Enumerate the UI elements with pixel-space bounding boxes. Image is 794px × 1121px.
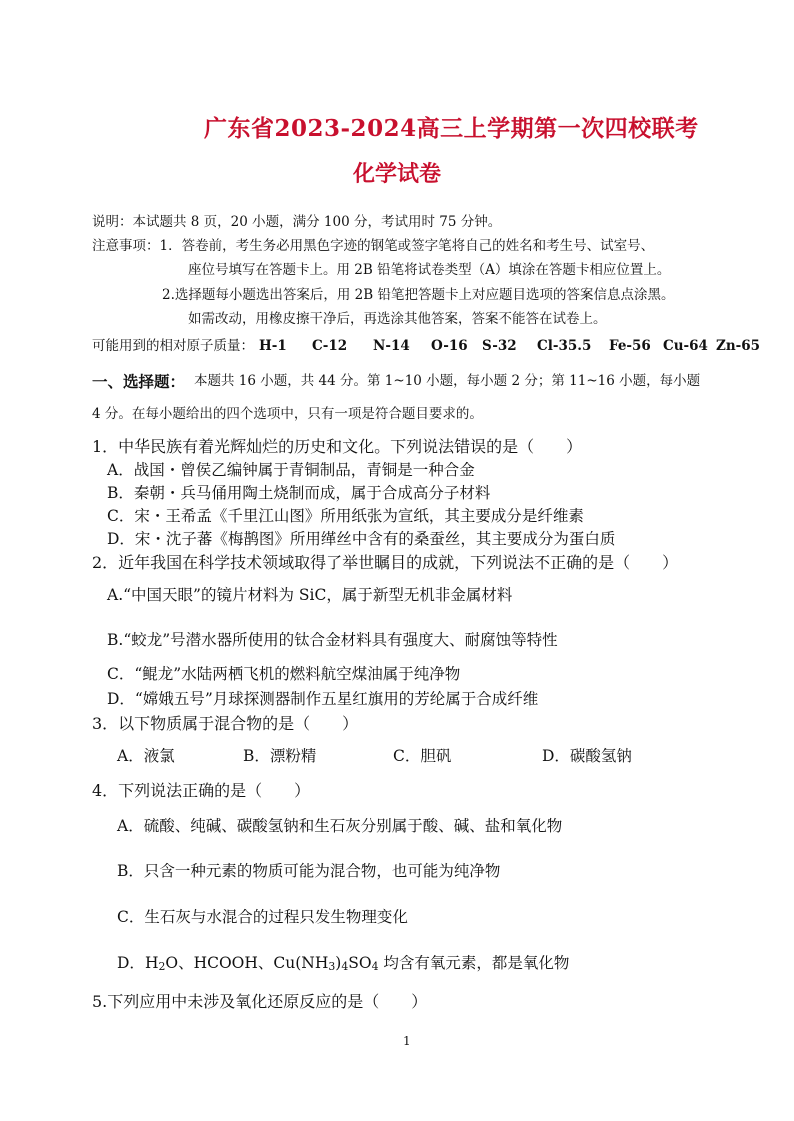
formula-subscript: 3 [328, 960, 336, 973]
question-3-option-c: C．胆矾 [393, 747, 452, 765]
option-prefix: D． [117, 954, 145, 972]
atomic-mass-item: H-1 [259, 338, 287, 354]
formula-subscript: 2 [158, 960, 166, 973]
instructions-line-4: 2.选择题每小题选出答案后，用 2B 铅笔把答题卡上对应题目选项的答案信息点涂黑。 [162, 287, 675, 303]
instructions-line-3: 座位号填写在答题卡上。用 2B 铅笔将试卷类型（A）填涂在答题卡相应位置上。 [188, 262, 671, 278]
question-2-stem: 2．近年我国在科学技术领域取得了举世瞩目的成就，下列说法不正确的是（ ） [92, 553, 679, 572]
question-2-option-a: A.“中国天眼”的镜片材料为 SiC，属于新型无机非金属材料 [107, 586, 513, 604]
question-3-option-a: A．液氯 [117, 747, 175, 765]
question-1-option-d: D．宋・沈子蕃《梅鹊图》所用缂丝中含有的桑蚕丝，其主要成分为蛋白质 [107, 530, 616, 548]
page-title: 广东省2023-2024高三上学期第一次四校联考 [204, 115, 699, 142]
question-1-option-a: A．战国・曾侯乙编钟属于青铜制品，青铜是一种合金 [107, 461, 475, 479]
formula-subscript: 4 [371, 960, 379, 973]
instructions-line-2: 注意事项：1．答卷前，考生务必用黑色字迹的钢笔或签字笔将自己的姓名和考生号、试室号、 [92, 238, 655, 254]
question-2-option-c: C．“鲲龙”水陆两栖飞机的燃料航空煤油属于纯净物 [107, 665, 461, 683]
question-4-option-d [117, 956, 569, 973]
question-4-option-a: A．硫酸、纯碱、碳酸氢钠和生石灰分别属于酸、碱、盐和氧化物 [117, 817, 563, 835]
formula-text: O、HCOOH、Cu(NH [165, 954, 329, 972]
option-suffix: 均含有氧元素，都是氧化物 [378, 954, 570, 972]
question-4-option-c: C．生石灰与水混合的过程只发生物理变化 [117, 908, 408, 926]
atomic-mass-item: Cl-35.5 [537, 338, 592, 354]
question-1-option-c: C．宋・王希孟《千里江山图》所用纸张为宣纸，其主要成分是纤维素 [107, 507, 584, 525]
question-4-option-b: B．只含一种元素的物质可能为混合物，也可能为纯净物 [117, 862, 501, 880]
formula-text: ) [335, 954, 342, 972]
question-3-stem: 3．以下物质属于混合物的是（ ） [92, 714, 359, 733]
formula-text: SO [348, 954, 372, 972]
atomic-masses-label: 可能用到的相对原子质量： [92, 338, 254, 354]
section-description-1: 本题共 16 小题，共 44 分。第 1~10 小题，每小题 2 分；第 11~16 小题，每小题 [194, 373, 701, 389]
section-description-2: 4 分。在每小题给出的四个选项中，只有一项是符合题目要求的。 [92, 406, 483, 422]
atomic-mass-item: N-14 [373, 338, 410, 354]
question-2-option-d: D．“嫦娥五号”月球探测器制作五星红旗用的芳纶属于合成纤维 [107, 690, 539, 708]
page-subtitle: 化学试卷 [353, 161, 442, 187]
question-1-stem: 1．中华民族有着光辉灿烂的历史和文化。下列说法错误的是（ ） [92, 437, 583, 456]
formula-subscript: 4 [341, 960, 349, 973]
atomic-mass-item: Fe-56 [609, 338, 651, 354]
instructions-line-1: 说明：本试题共 8 页，20 小题，满分 100 分，考试用时 75 分钟。 [92, 214, 502, 230]
atomic-mass-item: S-32 [482, 338, 517, 354]
question-2-option-b: B.“蛟龙”号潜水器所使用的钛合金材料具有强度大、耐腐蚀等特性 [107, 631, 558, 649]
formula-text: H [144, 954, 159, 972]
atomic-mass-item: C-12 [312, 338, 348, 354]
page-number: 1 [403, 1034, 411, 1048]
question-4-stem: 4．下列说法正确的是（ ） [92, 781, 311, 800]
question-3-option-d: D．碳酸氢钠 [542, 747, 632, 765]
question-3-option-b: B．漂粉精 [243, 747, 317, 765]
question-1-option-b: B．秦朝・兵马俑用陶土烧制而成，属于合成高分子材料 [107, 484, 491, 502]
atomic-mass-item: Zn-65 [716, 338, 761, 354]
section-heading: 一、选择题： [92, 372, 186, 391]
atomic-mass-item: Cu-64 [663, 338, 708, 354]
question-5-stem: 5.下列应用中未涉及氧化还原反应的是（ ） [92, 992, 428, 1011]
instructions-line-5: 如需改动，用橡皮擦干净后，再选涂其他答案，答案不能答在试卷上。 [188, 311, 607, 327]
atomic-mass-item: O-16 [431, 338, 468, 354]
